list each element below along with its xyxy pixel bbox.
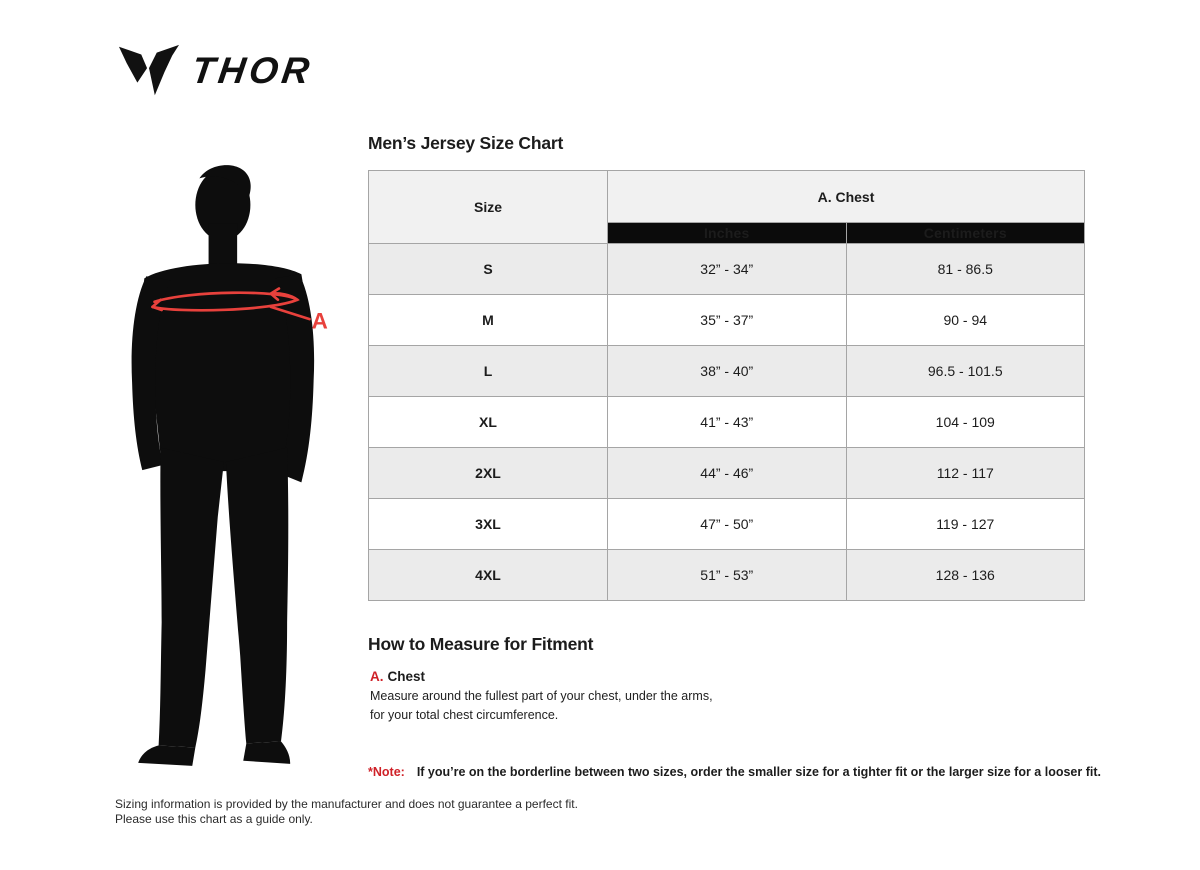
- table-row: [369, 244, 1085, 295]
- cm-cell: 81 - 86.5: [846, 244, 1085, 295]
- note-text: If you’re on the borderline between two sizes, order the smaller size for a tighter fit or the larger size for a looser fit.: [416, 765, 1101, 779]
- brand-logo: [118, 42, 316, 98]
- disclaimer: [115, 797, 578, 827]
- inches-cell: 47” - 50”: [608, 499, 847, 550]
- inches-cell: 35” - 37”: [608, 295, 847, 346]
- inches-cell: 41” - 43”: [608, 397, 847, 448]
- table-row: [369, 550, 1085, 601]
- column-header-chest: A. Chest: [608, 171, 1085, 223]
- measure-item-chest: [370, 669, 425, 684]
- size-cell: M: [369, 295, 608, 346]
- inches-cell: 44” - 46”: [608, 448, 847, 499]
- cm-cell: 96.5 - 101.5: [846, 346, 1085, 397]
- inches-cell: 51” - 53”: [608, 550, 847, 601]
- cm-cell: 128 - 136: [846, 550, 1085, 601]
- page-title: Men’s Jersey Size Chart: [368, 133, 564, 153]
- disclaimer-line: Please use this chart as a guide only.: [115, 812, 313, 826]
- column-header-centimeters: Centimeters: [846, 223, 1085, 244]
- measure-item-letter: A.: [370, 669, 384, 684]
- cm-cell: 119 - 127: [846, 499, 1085, 550]
- cm-cell: 104 - 109: [846, 397, 1085, 448]
- table-row: [369, 346, 1085, 397]
- measure-heading: How to Measure for Fitment: [368, 634, 594, 654]
- table-row: [369, 295, 1085, 346]
- inches-cell: 32” - 34”: [608, 244, 847, 295]
- size-cell: L: [369, 346, 608, 397]
- sizing-note: [368, 765, 1101, 779]
- table-row: [369, 397, 1085, 448]
- table-row: [369, 448, 1085, 499]
- size-cell: S: [369, 244, 608, 295]
- measure-item-description: Measure around the fullest part of your chest, under the arms, for your total chest circumference.: [370, 689, 713, 723]
- column-header-inches: Inches: [608, 223, 847, 244]
- size-cell: XL: [369, 397, 608, 448]
- cm-cell: 112 - 117: [846, 448, 1085, 499]
- measurement-label-a: A: [311, 308, 328, 334]
- table-row: [369, 499, 1085, 550]
- disclaimer-line: Sizing information is provided by the manufacturer and does not guarantee a perfect fit.: [115, 797, 578, 811]
- male-silhouette: [128, 158, 332, 772]
- size-cell: 2XL: [369, 448, 608, 499]
- size-table: [368, 170, 1085, 601]
- column-header-size: Size: [369, 171, 608, 244]
- measure-item-name: Chest: [387, 669, 426, 684]
- thor-horns-icon: [118, 42, 180, 98]
- size-cell: 3XL: [369, 499, 608, 550]
- measurement-figure: [128, 158, 332, 772]
- size-cell: 4XL: [369, 550, 608, 601]
- inches-cell: 38” - 40”: [608, 346, 847, 397]
- cm-cell: 90 - 94: [846, 295, 1085, 346]
- note-label: *Note:: [368, 765, 405, 779]
- brand-wordmark: THOR: [189, 49, 316, 91]
